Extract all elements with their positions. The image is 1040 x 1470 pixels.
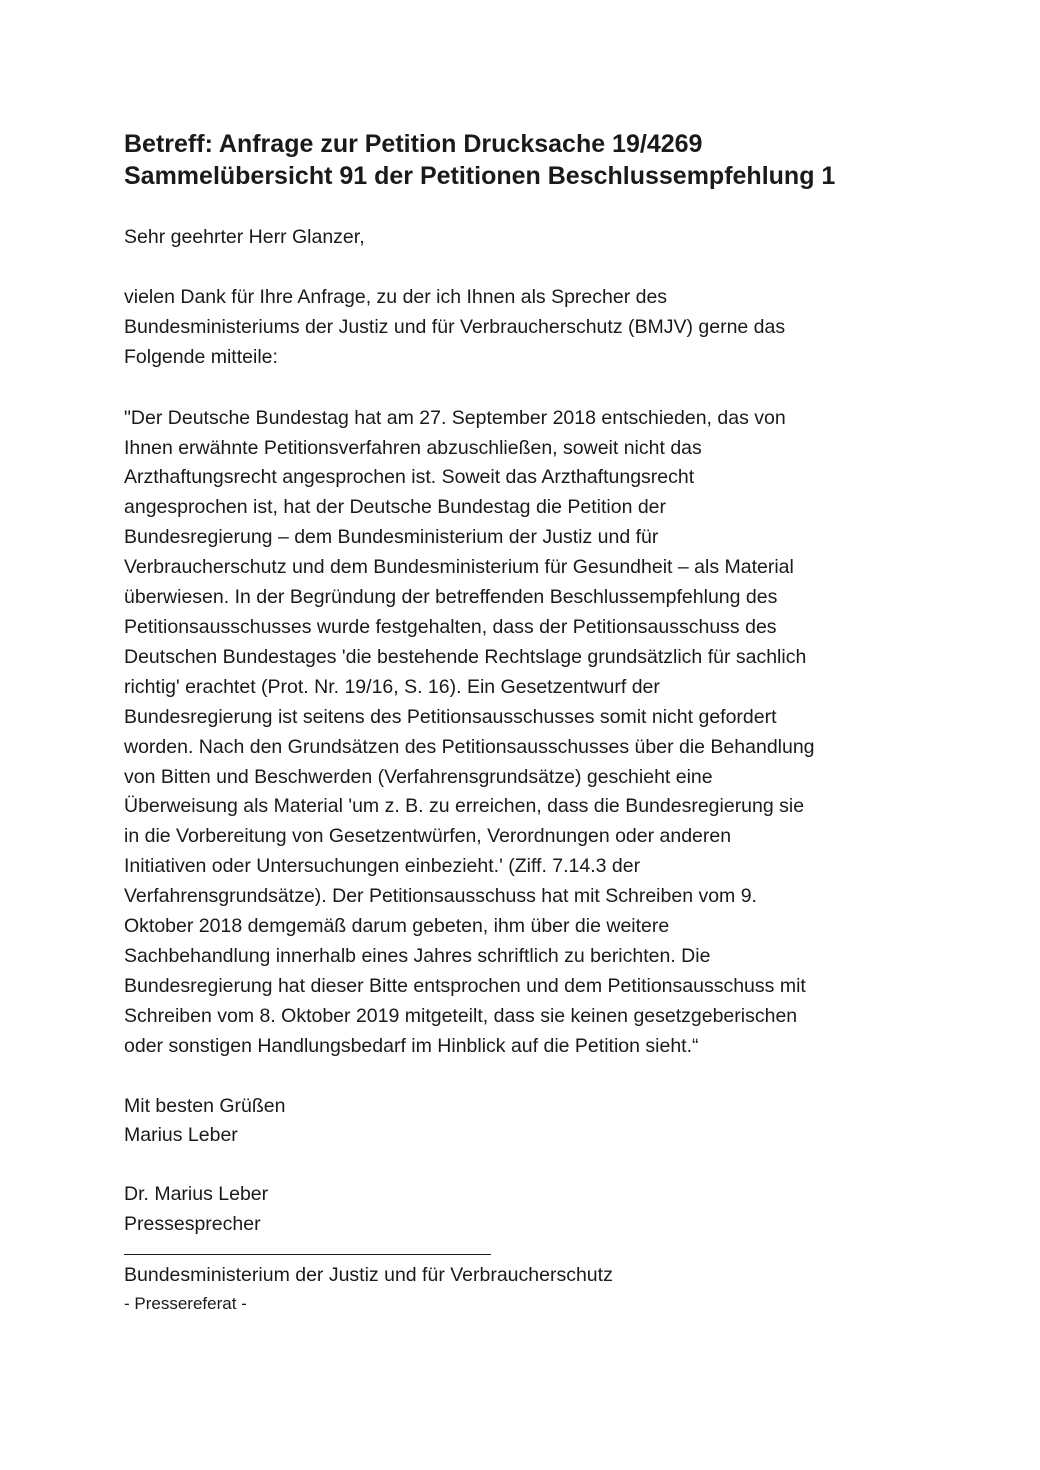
intro-line: Folgende mitteile: [124, 345, 278, 368]
footer-organization: Bundesministerium der Justiz und für Verbraucherschutz [124, 1264, 613, 1287]
letter-page [124, 128, 924, 1317]
quote-paragraph [124, 404, 924, 1062]
quote-line: worden. Nach den Grundsätzen des Petitionsausschusses über die Behandlung [124, 735, 815, 758]
intro-line: Bundesministeriums der Justiz und für Verbraucherschutz (BMJV) gerne das [124, 315, 786, 338]
intro-paragraph [124, 283, 924, 373]
quote-line: Oktober 2018 demgemäß darum gebeten, ihm über die weitere [124, 915, 670, 938]
quote-line: Bundesregierung ist seitens des Petitionsausschusses somit nicht gefordert [124, 705, 777, 728]
quote-line: Sachbehandlung innerhalb eines Jahres schriftlich zu berichten. Die [124, 944, 711, 967]
quote-line: Verbraucherschutz und dem Bundesministerium für Gesundheit – als Material [124, 556, 794, 579]
quote-line: Petitionsausschusses wurde festgehalten, dass der Petitionsausschuss des [124, 615, 777, 638]
closing [124, 1092, 924, 1152]
quote-line: "Der Deutsche Bundestag hat am 27. September 2018 entschieden, das von [124, 406, 786, 429]
quote-line: von Bitten und Beschwerden (Verfahrensgrundsätze) geschieht eine [124, 765, 713, 788]
quote-line: Bundesregierung hat dieser Bitte entsprochen und dem Petitionsausschuss mit [124, 974, 806, 997]
salutation-text: Sehr geehrter Herr Glanzer, [124, 226, 365, 248]
subject-heading [124, 128, 924, 192]
quote-line: Arzthaftungsrecht angesprochen ist. Soweit das Arzthaftungsrecht [124, 466, 695, 489]
subject-line-1: Betreff: Anfrage zur Petition Drucksache 19/4269 [124, 130, 703, 158]
quote-line: Initiativen oder Untersuchungen einbezieht.' (Ziff. 7.14.3 der [124, 855, 641, 878]
quote-line: richtig' erachtet (Prot. Nr. 19/16, S. 16). Ein Gesetzentwurf der [124, 675, 660, 698]
quote-line: Deutschen Bundestages 'die bestehende Rechtslage grundsätzlich für sachlich [124, 645, 807, 668]
signature-name: Dr. Marius Leber [124, 1183, 269, 1206]
quote-line: angesprochen ist, hat der Deutsche Bundestag die Petition der [124, 496, 667, 519]
quote-line: oder sonstigen Handlungsbedarf im Hinblick auf die Petition sieht.“ [124, 1034, 699, 1057]
subject-line-2: Sammelübersicht 91 der Petitionen Beschlussempfehlung 1 [124, 162, 836, 190]
footer-block [124, 1261, 924, 1317]
signature-divider [124, 1254, 491, 1255]
intro-line: vielen Dank für Ihre Anfrage, zu der ich Ihnen als Sprecher des [124, 285, 668, 308]
quote-line: Schreiben vom 8. Oktober 2019 mitgeteilt, dass sie keinen gesetzgeberischen [124, 1004, 798, 1027]
signature-block [124, 1180, 924, 1240]
closing-greeting: Mit besten Grüßen [124, 1094, 286, 1117]
quote-line: überwiesen. In der Begründung der betreffenden Beschlussempfehlung des [124, 586, 778, 609]
quote-line: Ihnen erwähnte Petitionsverfahren abzuschließen, soweit nicht das [124, 436, 702, 459]
salutation [124, 223, 924, 253]
quote-line: Überweisung als Material 'um z. B. zu erreichen, dass die Bundesregierung sie [124, 795, 805, 818]
quote-line: in die Vorbereitung von Gesetzentwürfen, Verordnungen oder anderen [124, 825, 732, 848]
quote-line: Verfahrensgrundsätze). Der Petitionsausschuss hat mit Schreiben vom 9. [124, 885, 757, 908]
signature-role: Pressesprecher [124, 1213, 261, 1236]
quote-line: Bundesregierung – dem Bundesministerium der Justiz und für [124, 526, 659, 549]
footer-department: - Pressereferat - [124, 1294, 247, 1314]
closing-name: Marius Leber [124, 1124, 238, 1147]
